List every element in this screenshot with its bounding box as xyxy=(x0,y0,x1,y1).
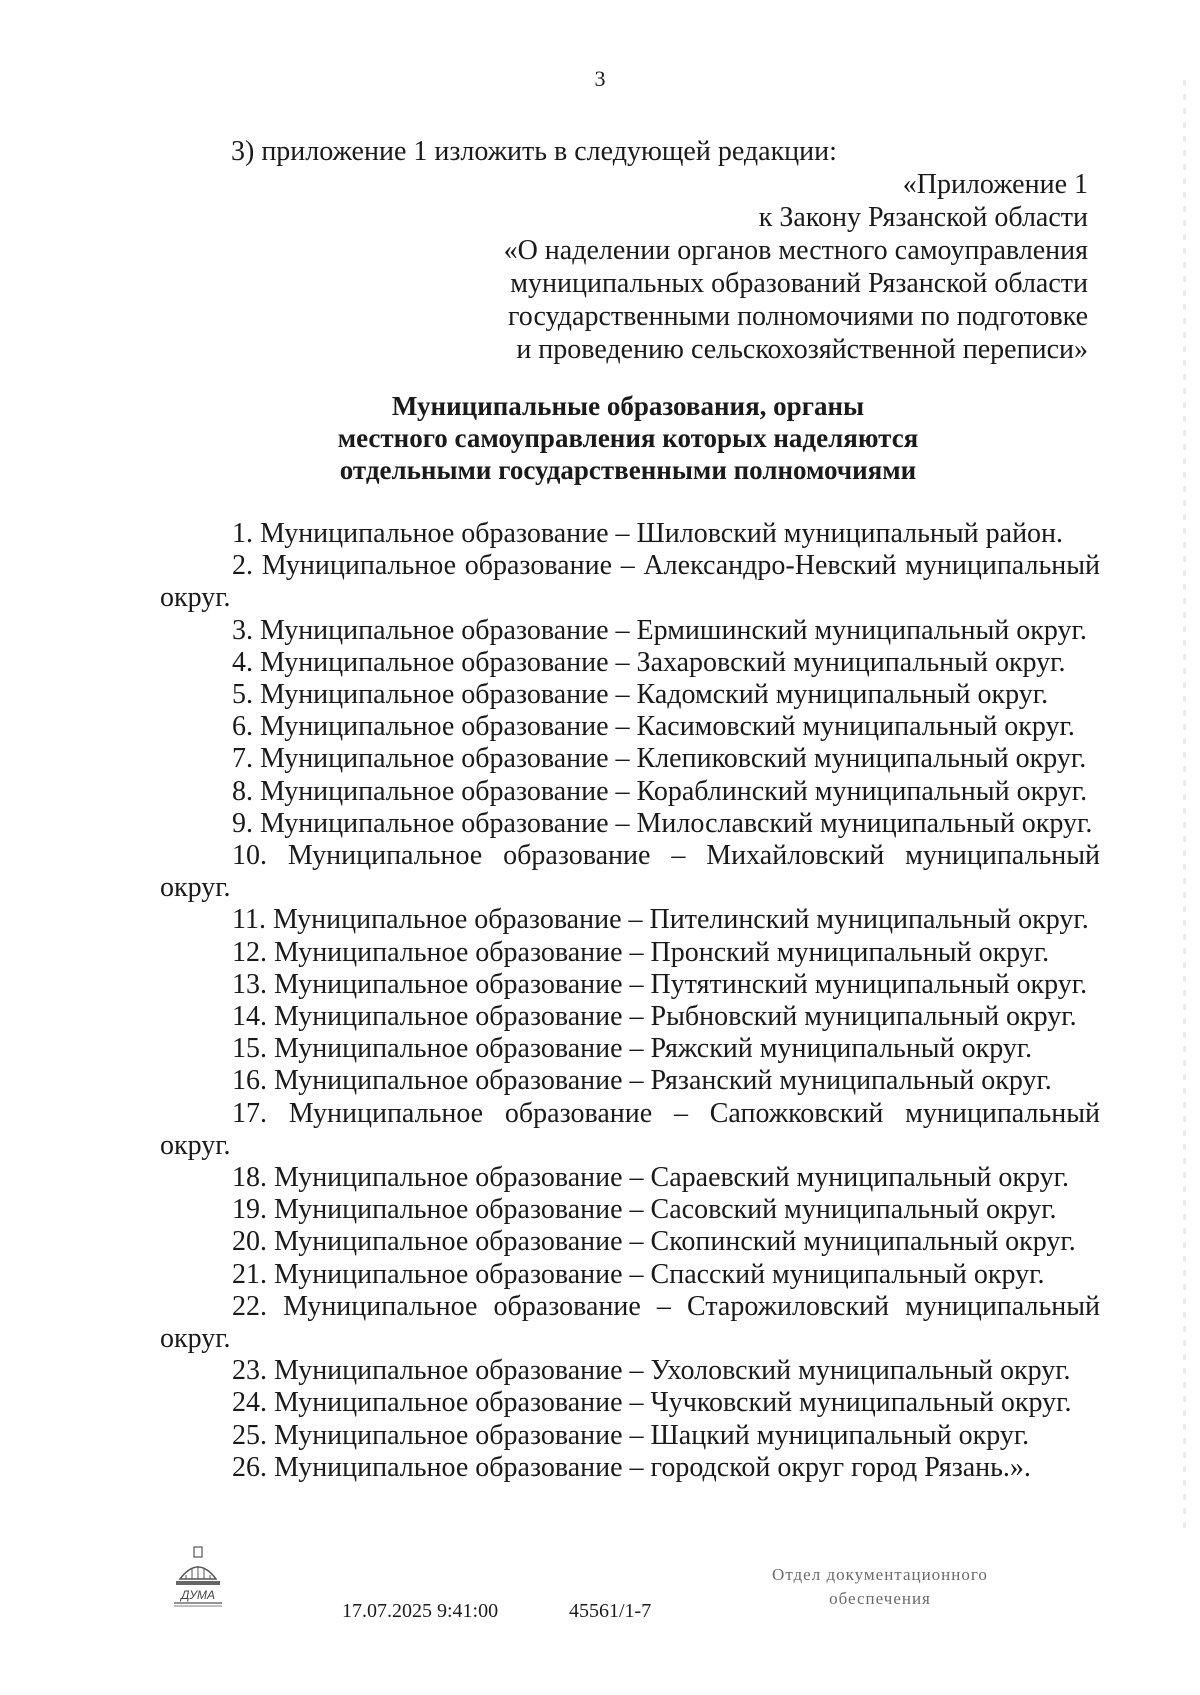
duma-logo-icon xyxy=(170,1545,226,1609)
list-item: 7. Муниципальное образование – Клепиковский муниципальный округ. xyxy=(232,743,1087,775)
scan-edge-artifact xyxy=(1183,80,1186,1530)
heading-line: местного самоуправления которых наделяются xyxy=(337,423,919,453)
list-item: 11. Муниципальное образование – Пителинский муниципальный округ. xyxy=(232,904,1089,936)
list-item-continuation: округ. xyxy=(160,872,231,904)
appendix-line: государственными полномочиями по подготовке xyxy=(507,301,1088,332)
list-item: 22. Муниципальное образование – Старожиловский муниципальный xyxy=(232,1290,1100,1322)
appendix-line: муниципальных образований Рязанской области xyxy=(510,268,1088,299)
list-item: 20. Муниципальное образование – Скопинский муниципальный округ. xyxy=(232,1226,1076,1258)
duma-logo-text: ДУМА xyxy=(180,1588,216,1602)
stamp-line: Отдел документационного xyxy=(772,1565,988,1584)
list-item: 14. Муниципальное образование – Рыбновский муниципальный округ. xyxy=(232,1001,1077,1033)
appendix-line: «Приложение 1 xyxy=(902,169,1088,200)
list-item: 25. Муниципальное образование – Шацкий муниципальный округ. xyxy=(232,1419,1030,1451)
list-item: 18. Муниципальное образование – Сараевский муниципальный округ. xyxy=(232,1162,1069,1194)
heading-line: отдельными государственными полномочиями xyxy=(339,455,917,485)
appendix-line: и проведению сельскохозяйственной переписи» xyxy=(516,334,1088,365)
section-heading xyxy=(158,390,1098,486)
list-item-continuation: округ. xyxy=(160,1129,231,1161)
list-item: 5. Муниципальное образование – Кадомский муниципальный округ. xyxy=(232,679,1049,711)
list-item: 9. Муниципальное образование – Милославский муниципальный округ. xyxy=(232,807,1093,839)
department-stamp xyxy=(720,1563,1040,1611)
list-item: 10. Муниципальное образование – Михайловский муниципальный xyxy=(232,840,1100,872)
list-item: 17. Муниципальное образование – Сапожковский муниципальный xyxy=(232,1097,1100,1129)
list-item: 3. Муниципальное образование – Ермишинский муниципальный округ. xyxy=(232,614,1087,646)
appendix-line: «О наделении органов местного самоуправления xyxy=(503,235,1088,266)
list-item: 1. Муниципальное образование – Шиловский муниципальный район. xyxy=(232,518,1064,549)
footer-datetime: 17.07.2025 9:41:00 xyxy=(342,1600,499,1622)
appendix-line: к Закону Рязанской области xyxy=(758,202,1088,233)
amendment-intro: 3) приложение 1 изложить в следующей редакции: xyxy=(231,136,837,167)
list-item: 8. Муниципальное образование – Кораблинский муниципальный округ. xyxy=(232,775,1088,807)
list-item: 6. Муниципальное образование – Касимовский муниципальный округ. xyxy=(232,711,1075,743)
list-item-continuation: округ. xyxy=(160,1323,231,1355)
list-item: 13. Муниципальное образование – Путятинский муниципальный округ. xyxy=(232,968,1088,1000)
list-item: 16. Муниципальное образование – Рязанский муниципальный округ. xyxy=(232,1065,1052,1097)
list-item: 2. Муниципальное образование – Александро-Невский муниципальный округ. xyxy=(160,550,1100,614)
list-item: 24. Муниципальное образование – Чучковский муниципальный округ. xyxy=(232,1387,1072,1419)
list-item: 26. Муниципальное образование – городской округ город Рязань.». xyxy=(232,1451,1031,1483)
list-item: 12. Муниципальное образование – Пронский муниципальный округ. xyxy=(232,936,1050,968)
list-item: 23. Муниципальное образование – Ухоловский муниципальный округ. xyxy=(232,1355,1071,1387)
municipality-list xyxy=(160,518,1100,1484)
appendix-header xyxy=(504,168,1088,366)
heading-line: Муниципальные образования, органы xyxy=(391,391,865,421)
list-item: 21. Муниципальное образование – Спасский муниципальный округ. xyxy=(232,1258,1045,1290)
footer-doc-number: 45561/1-7 xyxy=(569,1600,652,1622)
stamp-line: обеспечения xyxy=(829,1589,931,1608)
list-item: 4. Муниципальное образование – Захаровский муниципальный округ. xyxy=(232,646,1066,678)
list-item: 15. Муниципальное образование – Ряжский муниципальный округ. xyxy=(232,1033,1033,1065)
list-item: 19. Муниципальное образование – Сасовский муниципальный округ. xyxy=(232,1194,1057,1226)
page-number: 3 xyxy=(594,66,606,91)
